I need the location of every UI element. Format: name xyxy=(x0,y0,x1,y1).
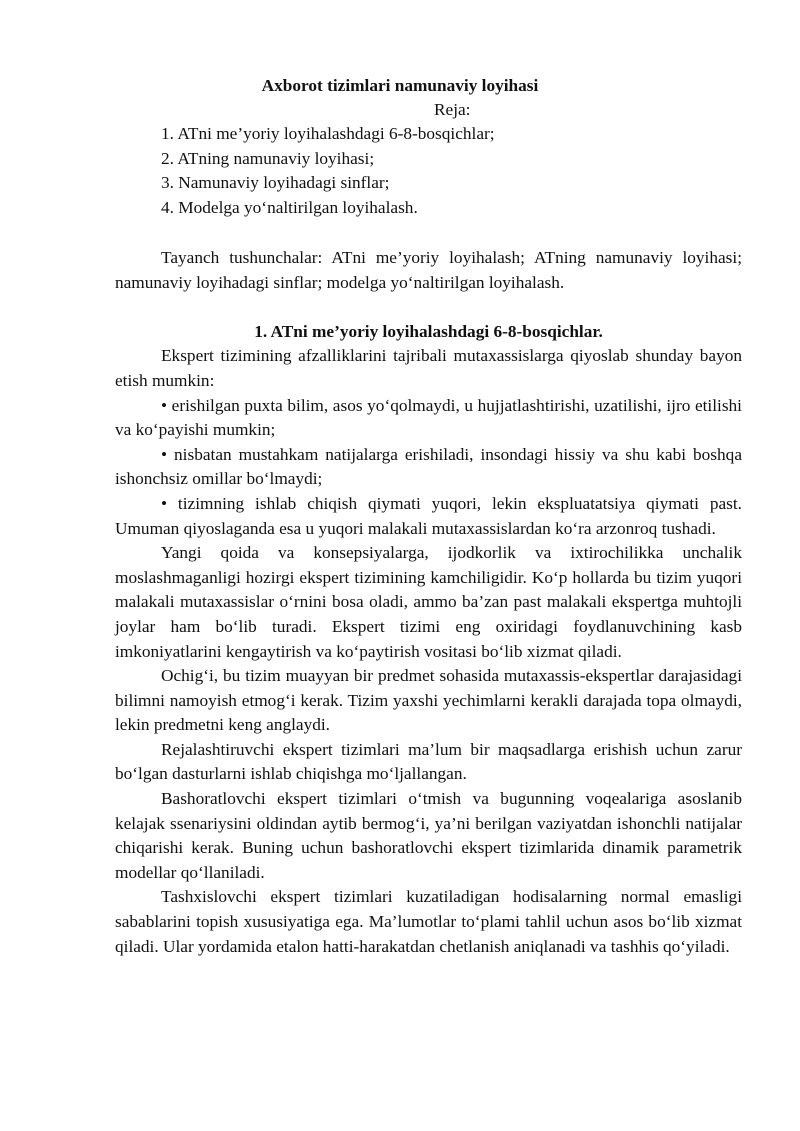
paragraph: Ochig‘i, bu tizim muayyan bir predmet sohasida mutaxassis-ekspertlar darajasidagi bilimni namoyish etmog‘i kerak. Tizim yaxshi yechimlarni kerakli darajada topa olmaydi, lekin predmetni keng anglaydi. xyxy=(115,666,742,735)
plan-item: 4. Modelga yo‘naltirilgan loyihalash. xyxy=(161,197,418,217)
paragraph: Tashxislovchi ekspert tizimlari kuzatiladigan hodisalarning normal emasligi sabablarini topish xususiyatiga ega. Ma’lumotlar to‘plami tahlil uchun asos bo‘lib xizmat qiladi. Ular yordamida etalon hatti-harakatdan chetlanish aniqlanadi va tashhis qo‘yiladi. xyxy=(115,887,742,956)
plan-item: 3. Namunaviy loyihadagi sinflar; xyxy=(161,173,390,193)
bullet-paragraph: • nisbatan mustahkam natijalarga erishiladi, insondagi hissiy va shu kabi boshqa ishonchsiz omillar bo‘lmaydi; xyxy=(115,444,742,489)
plan-label: Reja: xyxy=(434,100,471,119)
keywords-paragraph: Tayanch tushunchalar: ATni me’yoriy loyihalash; ATning namunaviy loyihasi; namunaviy loyihadagi sinflar; modelga yo‘naltirilgan loyihalash. xyxy=(115,248,742,292)
document-title: Axborot tizimlari namunaviy loyihasi xyxy=(261,76,539,95)
document-body xyxy=(115,246,742,959)
bullet-paragraph: • erishilgan puxta bilim, asos yo‘qolmaydi, u hujjatlashtirishi, uzatilishi, ijro etilishi va ko‘payishi mumkin; xyxy=(115,395,742,440)
spacer xyxy=(115,295,742,320)
paragraph: Yangi qoida va konsepsiyalarga, ijodkorlik va ixtirochilikka unchalik moslashmaganligi hozirgi ekspert tizimining kamchiligidir. Ko‘p hollarda bu tizim yuqori malakali mutaxassislar o‘rnini bosa oladi, ammo ba’zan past malakali ekspertga muhtojli joylar ham bo‘lib turadi. Ekspert tizimi eng oxiridagi foydlanuvchining kasb imkoniyatlarini kengaytirish va ko‘paytirish vositasi bo‘lib xizmat qiladi. xyxy=(115,543,742,661)
paragraph: Ekspert tizimining afzalliklarini tajribali mutaxassislarga qiyoslab shunday bayon etish mumkin: xyxy=(115,346,742,390)
plan-item: 2. ATning namunaviy loyihasi; xyxy=(161,148,375,168)
paragraph: Rejalashtiruvchi ekspert tizimlari ma’lum bir maqsadlarga erishish uchun zarur bo‘lgan dasturlarni ishlab chiqishga mo‘ljallangan. xyxy=(115,739,742,784)
plan-item: 1. ATni me’yoriy loyihalashdagi 6-8-bosqichlar; xyxy=(161,124,495,143)
section-heading: 1. ATni me’yoriy loyihalashdagi 6-8-bosqichlar. xyxy=(254,321,603,341)
bullet-paragraph: • tizimning ishlab chiqish qiymati yuqori, lekin ekspluatatsiya qiymati past. Umuman qiyoslaganda esa u yuqori malakali mutaxassislardan ko‘ra arzonroq tushadi. xyxy=(115,493,742,538)
plan-list xyxy=(161,122,495,220)
paragraph: Bashoratlovchi ekspert tizimlari o‘tmish va bugunning voqealariga asoslanib kelajak ssenariysini oldindan aytib bermog‘i, ya’ni berilgan vaziyatdan ishonchli natijalar chiqarishi kerak. Buning uchun bashoratlovchi ekspert tizimlarida dinamik parametrik modellar qo‘llaniladi. xyxy=(115,789,742,882)
